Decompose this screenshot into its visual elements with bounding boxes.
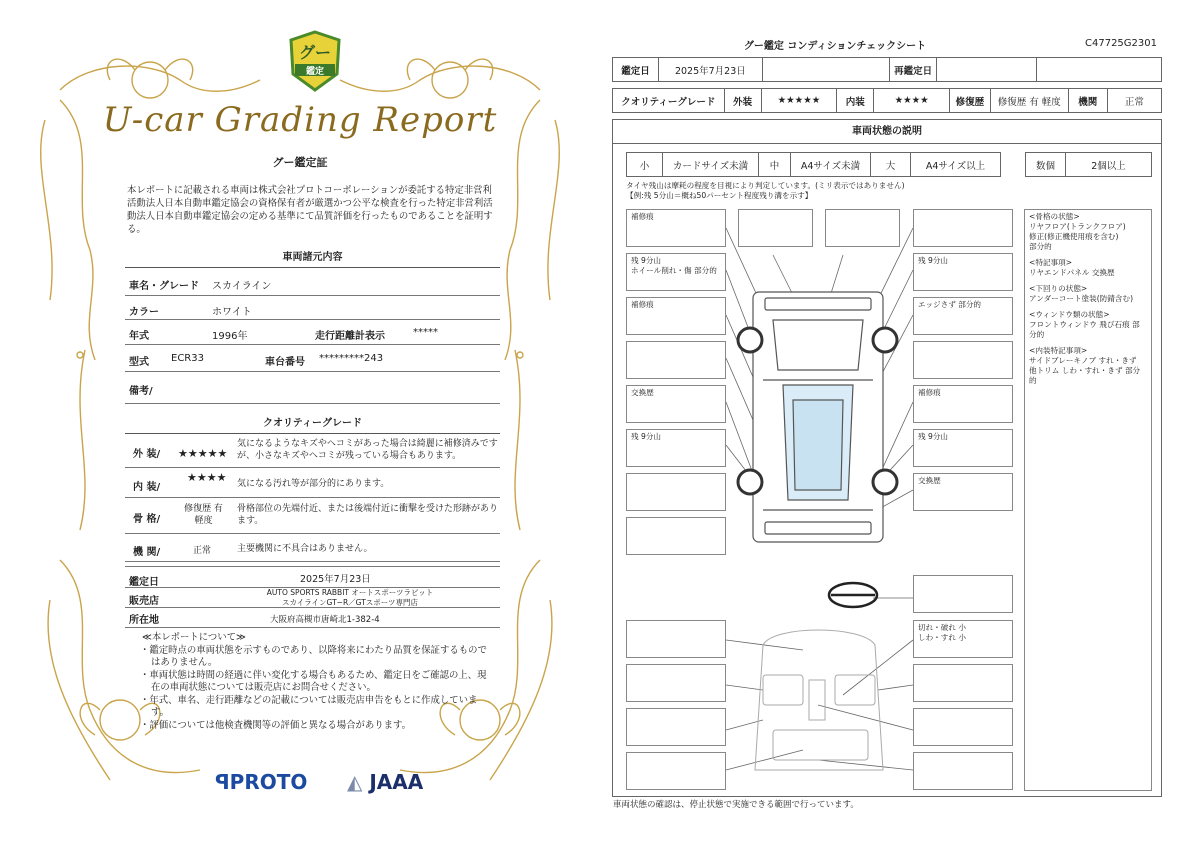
damage-box: 残 9分山: [626, 429, 726, 467]
dealer-row: [125, 588, 500, 608]
appraisal-date-row: [125, 566, 500, 588]
note-item: ・評価については他検査機関等の評価と異なる場合があります。: [140, 719, 411, 731]
badge-sub: 鑑定: [305, 67, 325, 77]
quality-desc: 気になるようなキズやヘコミがあった場合は綺麗に補修済みですが、小さなキズやヘコミが残っている場合もあります。: [237, 439, 498, 461]
model-label: 型式: [129, 357, 149, 368]
notes-title: ≪本レポートについて≫: [142, 632, 246, 643]
damage-box: [913, 708, 1013, 746]
mileage-label: 走行距離計表示: [315, 331, 385, 342]
legend-small-desc: カードサイズ未満: [663, 153, 759, 177]
condition-frame: [612, 119, 1162, 797]
legend-count: 数個: [1026, 153, 1066, 177]
damage-box: 残 9分山 ホイール削れ・傷 部分的: [626, 253, 726, 291]
quality-row-exterior: [125, 435, 500, 468]
damage-box: 補修痕: [913, 385, 1013, 423]
condition-heading: 車両状態の説明: [613, 120, 1161, 144]
damage-box: [913, 575, 1013, 613]
sheet-title: グー鑑定 コンディションチェックシート: [743, 41, 927, 52]
steering-wheel-icon: [829, 583, 877, 607]
dealer-line-2: スカイラインGT−R／GTスポーツ専門店: [282, 597, 418, 607]
legend-small: 小: [627, 153, 663, 177]
engine-label: 機関: [1068, 89, 1107, 113]
exterior-value: ★★★★★: [761, 89, 837, 113]
proto-mark-icon: ꟼ: [215, 770, 230, 794]
quality-grade: ★★★★: [187, 471, 227, 484]
address-row: [125, 608, 500, 628]
quality-row-frame: [125, 498, 500, 534]
date-header-table: [612, 57, 1162, 82]
year-label: 年式: [129, 331, 149, 342]
quality-grade: 正常: [193, 546, 212, 556]
grade-header-table: [612, 88, 1162, 113]
spec-section-heading: 車両諸元内容: [125, 248, 500, 268]
quality-desc: 主要機関に不具合はありません。: [237, 544, 373, 554]
spec-row-color: [125, 296, 500, 320]
certificate-title: グー鑑定証: [272, 156, 328, 169]
address-value: 大阪府高槻市唐崎北1-382-4: [270, 615, 380, 625]
name-value: スカイライン: [212, 281, 272, 292]
legend-large-desc: A4サイズ以上: [911, 153, 1001, 177]
report-title: U-car Grading Report: [102, 100, 498, 140]
reappraisal-label: 再鑑定日: [890, 58, 937, 82]
quality-row-engine: [125, 534, 500, 562]
sheet-code: C47725G2301: [1085, 38, 1157, 49]
repair-history-label: 修復歴: [950, 89, 991, 113]
note-group-underbody: <下回りの状態> アンダーコート塗装(防錆含む): [1029, 284, 1134, 303]
name-label: 車名・グレード: [129, 281, 199, 292]
year-value: 1996年: [212, 331, 248, 342]
proto-logo: ꟼPROTO: [215, 770, 308, 794]
spec-row-year: [125, 320, 500, 345]
quality-label: 骨 格/: [133, 514, 161, 525]
quality-label: 内 装/: [133, 482, 161, 493]
certificate-body: 本レポートに記載される車両は株式会社プロトコーポレーションが委託する特定非営利活動法人日本自動車鑑定協会の資格保有者が厳選かつ公平な検査を行った特定非営利活動法人日本自動車鑑定協会の定める基準にて品質評価を行ったものであることを証明する。: [127, 185, 493, 235]
condition-check-sheet-page: [600, 0, 1200, 848]
quality-desc: 気になる汚れ等が部分的にあります。: [237, 479, 390, 489]
damage-box: 切れ・破れ 小 しわ・すれ 小: [913, 620, 1013, 658]
damage-box: [626, 752, 726, 790]
quality-label: 外 装/: [133, 449, 161, 460]
quality-grade: ★★★★★: [178, 447, 228, 460]
damage-box: [626, 620, 726, 658]
engine-value: 正常: [1107, 89, 1161, 113]
quality-label: 機 関/: [133, 547, 161, 558]
note-group-windows: <ウィンドウ類の状態> フロントウィンドウ 飛び石痕 部分的: [1029, 310, 1140, 339]
tire-note-line-1: タイヤ残山は摩耗の程度を目視により判定しています。(ミリ表示ではありません): [626, 181, 905, 190]
spec-row-model: [125, 345, 500, 372]
damage-box: [626, 473, 726, 511]
mileage-value: *****: [413, 327, 438, 338]
damage-box: [626, 708, 726, 746]
chassis-label: 車台番号: [265, 357, 305, 368]
damage-box: 交換歴: [913, 473, 1013, 511]
badge-text: グー: [298, 43, 332, 62]
damage-box: [738, 209, 813, 247]
dealer-name: [215, 588, 485, 607]
damage-box: [913, 341, 1013, 379]
blank-cell: [762, 58, 889, 82]
damage-box: [825, 209, 900, 247]
quality-row-interior: [125, 468, 500, 498]
address-label: 所在地: [129, 615, 159, 626]
legend-large: 大: [871, 153, 911, 177]
note-group-interior: <内装特記事項> サイドブレーキノブ すれ・きず 他トリム しわ・すれ・きず 部分的: [1029, 346, 1141, 385]
quality-desc: 骨格部位の先端付近、または後端付近に衝撃を受けた形跡があります。: [237, 504, 499, 526]
goo-kantei-badge-icon: [287, 30, 343, 92]
blank-cell: [1036, 58, 1161, 82]
legend-count-desc: 2個以上: [1066, 153, 1152, 177]
dealer-line-1: AUTO SPORTS RABBIT オートスポーツラビット: [266, 588, 434, 597]
damage-box: 残 9分山: [913, 429, 1013, 467]
damage-box: [913, 664, 1013, 702]
interior-value: ★★★★: [874, 89, 950, 113]
spec-row-remarks: [125, 372, 500, 404]
tire-note-line-2: 【例:残 5分山＝概ね50パーセント程度残り溝を示す】: [626, 191, 813, 200]
damage-box: [913, 209, 1013, 247]
condition-notes-panel: [1024, 209, 1152, 791]
damage-box: [626, 341, 726, 379]
dealer-label: 販売店: [129, 596, 159, 607]
damage-box: [626, 664, 726, 702]
date-label: 鑑定日: [613, 58, 659, 82]
chassis-value: *********243: [319, 353, 384, 364]
note-item: ・鑑定時点の車両状態を示すものであり、以降将来にわたり品質を保証するものではありません。: [140, 644, 487, 668]
quality-grade-label: クオリティーグレード: [613, 89, 725, 113]
model-value: ECR33: [171, 353, 204, 364]
reappraisal-value: [937, 58, 1036, 82]
date-value: 2025年7月23日: [658, 58, 762, 82]
damage-box: 残 9分山: [913, 253, 1013, 291]
legend-mid-desc: A4サイズ未満: [791, 153, 871, 177]
exterior-label: 外装: [724, 89, 761, 113]
spec-row-name: [125, 272, 500, 296]
damage-box: 補修痕: [626, 209, 726, 247]
jaaa-mark-icon: ◭: [347, 770, 363, 794]
legend-mid: 中: [759, 153, 791, 177]
repair-history-value: 修復歴 有 軽度: [990, 89, 1068, 113]
quality-section-heading: クオリティーグレード: [125, 414, 500, 434]
damage-box: [913, 752, 1013, 790]
damage-box: エッジさず 部分的: [913, 297, 1013, 335]
report-notes: [140, 632, 490, 732]
note-item: ・年式、車名、走行距離などの記載については販売店申告をもとに作成しています。: [140, 694, 478, 718]
date-label: 鑑定日: [129, 577, 159, 588]
damage-box: 交換歴: [626, 385, 726, 423]
note-group-special: <特記事項> リヤエンドパネル 交換歴: [1029, 258, 1115, 277]
color-label: カラー: [129, 307, 159, 318]
quality-grade: 修復歴 有 軽度: [184, 504, 223, 526]
damage-box: [626, 517, 726, 555]
damage-box: 補修痕: [626, 297, 726, 335]
interior-label: 内装: [837, 89, 874, 113]
sheet-footer-note: 車両状態の確認は、停止状態で実施できる範囲で行っています。: [613, 800, 859, 810]
note-group-frame: <骨格の状態> リヤフロア(トランクフロア) 修正(修正機使用痕を含む) 部分的: [1029, 212, 1126, 251]
date-value: 2025年7月23日: [300, 574, 371, 585]
remarks-label: 備考/: [129, 386, 153, 397]
color-value: ホワイト: [212, 307, 252, 318]
note-item: ・車両状態は時間の経過に伴い変化する場合もあるため、鑑定日をご確認の上、現在の車両状態については販売店にお問合せください。: [140, 669, 487, 693]
jaaa-logo: ◭ JAAA: [347, 770, 424, 794]
